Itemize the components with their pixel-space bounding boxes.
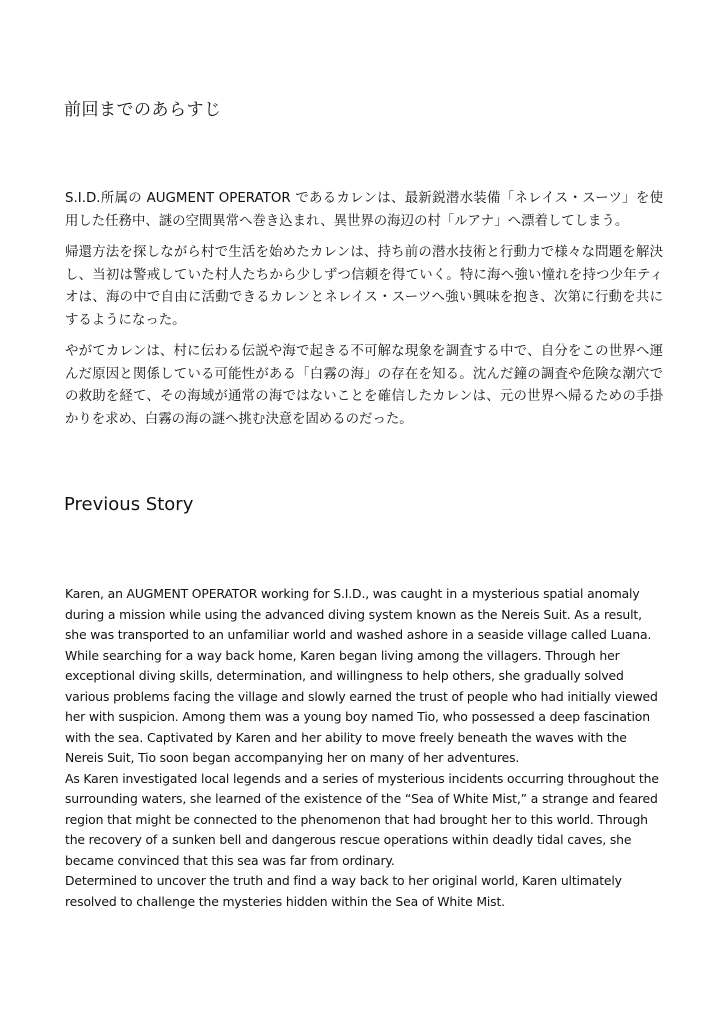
english-synopsis (65, 584, 661, 912)
english-paragraph: As Karen investigated local legends and a series of mysterious incidents occurring throughout the surrounding waters, she learned of the existence of the “Sea of White Mist,” a strange and feared region that might be connected to the phenomenon that had brought her to this world. Through the recovery of a sunken bell and dangerous rescue operations within deadly tidal caves, she became convinced that this sea was far from ordinary. (65, 770, 659, 868)
english-paragraph: Karen, an AUGMENT OPERATOR working for S.I.D., was caught in a mysterious spatial anomaly during a mission while using the advanced diving system known as the Nereis Suit. As a result, she was transported to an unfamiliar world and washed ashore in a seaside village called Luana. (65, 586, 652, 642)
japanese-section-heading: 前回までのあらすじ (64, 100, 222, 120)
japanese-paragraph: やがてカレンは、村に伝わる伝説や海で起きる不可解な現象を調査する中で、自分をこの世界へ運んだ原因と関係している可能性がある「白霧の海」の存在を知る。沈んだ鐘の調査や危険な潮穴での救助を経て、その海域が通常の海ではないことを確信したカレンは、元の世界へ帰るための手掛かりを求め、白霧の海の謎へ挑む決意を固めるのだった。 (65, 344, 663, 427)
japanese-paragraph: 帰還方法を探しながら村で生活を始めたカレンは、持ち前の潜水技術と行動力で様々な問題を解決し、当初は警戒していた村人たちから少しずつ信頼を得ていく。特に海へ強い憧れを持つ少年ティオは、海の中で自由に活動できるカレンとネレイス・スーツへ強い興味を抱き、次第に行動を共にするようになった。 (65, 245, 663, 328)
english-section-heading: Previous Story (64, 494, 194, 515)
japanese-synopsis (65, 188, 663, 440)
english-paragraph: While searching for a way back home, Karen began living among the villagers. Through her exceptional diving skills, determination, and willingness to help others, she gradually solved various problems facing the village and slowly earned the trust of people who had initially viewed her with suspicion. Among them was a young boy named Tio, who possessed a deep fascination with the sea. Captivated by Karen and her ability to move freely beneath the waves with the Nereis Suit, Tio soon began accompanying her on many of her adventures. (65, 647, 658, 765)
japanese-paragraph: S.I.D.所属の AUGMENT OPERATOR であるカレンは、最新鋭潜水装備「ネレイス・スーツ」を使用した任務中、謎の空間異常へ巻き込まれ、異世界の海辺の村「ルアナ」へ漂着してしまう。 (65, 191, 663, 229)
english-paragraph: Determined to uncover the truth and find a way back to her original world, Karen ultimately resolved to challenge the mysteries hidden within the Sea of White Mist. (65, 873, 622, 909)
